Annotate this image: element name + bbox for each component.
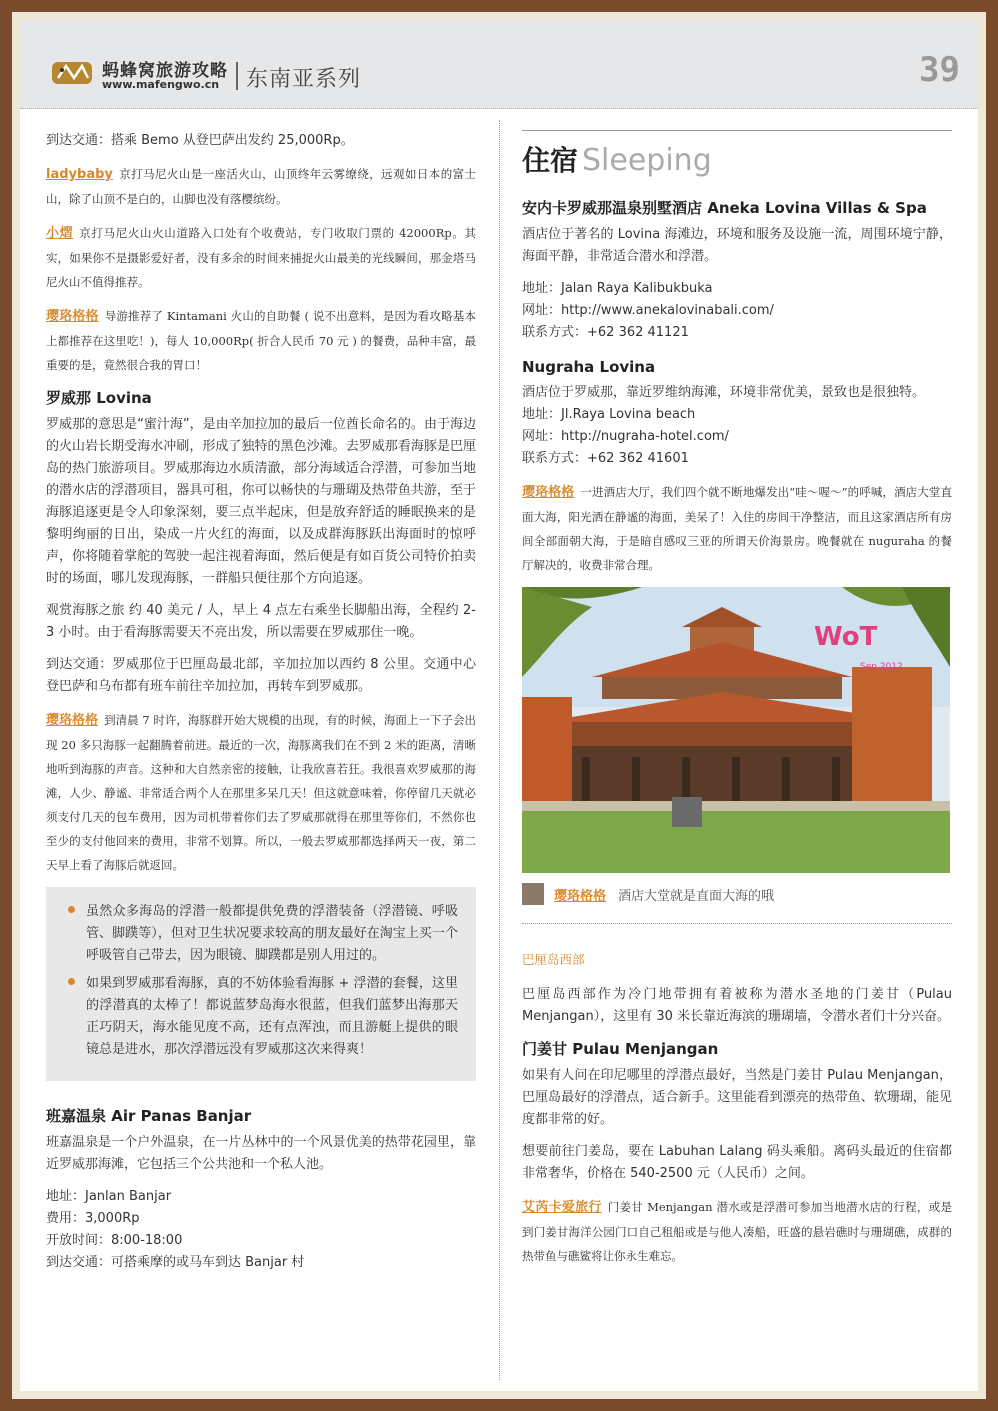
transport-text: 到达交通：搭乘 Bemo 从登巴萨出发约 25,000Rp。 — [46, 133, 354, 148]
photo-watermark-date: Sep.2012 — [860, 662, 903, 672]
lovina-heading: 罗威那 Lovina — [46, 389, 152, 407]
brand-name: 蚂蜂窝旅游攻略 — [102, 61, 228, 81]
photo-caption — [522, 883, 952, 905]
series-title: 东南亚系列 — [246, 67, 362, 92]
traveler-note — [522, 1195, 952, 1268]
menjangan-description: 如果有人问在印尼哪里的浮潜点最好，当然是门姜甘 Pulau Menjangan，巴厘岛最好的浮潜点，适合新手。这里能看到漂亮的热带鱼、软珊瑚，能见度都非常的好。 — [522, 1068, 952, 1127]
traveler-note — [46, 221, 476, 294]
menjangan-access: 想要前往门姜岛，要在 Labuhan Lalang 码头乘船。离码头最近的住宿都非常奢华，价格在 540-2500 元（人民币）之间。 — [522, 1144, 952, 1181]
header-divider — [236, 62, 238, 90]
hotel-phone: 联系方式：+62 362 41121 — [522, 325, 689, 340]
traveler-note — [46, 304, 476, 377]
lovina-transport-text: 到达交通：罗威那位于巴厘岛最北部，辛加拉加以西约 8 公里。交通中心登巴萨和乌布都有班车前往辛加拉加，再转车到罗威那。 — [46, 657, 476, 694]
region-description: 巴厘岛西部作为冷门地带拥有着被称为潜水圣地的门姜甘（Pulau Menjangan），这里有 30 米长靠近海滨的珊瑚墙，令潜水者们十分兴奋。 — [522, 987, 952, 1024]
hotel-address: 地址：Jl.Raya Lovina beach — [522, 407, 696, 422]
hot-spring-description: 班嘉温泉是一个户外温泉，在一片丛林中的一个风景优美的热带花园里，靠近罗威那海滩，它包括三个公共池和一个私人池。 — [46, 1135, 476, 1172]
section-title-cn: 住宿 — [522, 144, 579, 177]
note-author[interactable]: 璎珞格格 — [46, 309, 99, 324]
hotel-heading: Nugraha Lovina — [522, 358, 656, 376]
traveler-note — [46, 708, 476, 877]
note-text: 京打马尼火山是一座活火山，山顶终年云雾缭绕，远观如日本的富士山，除了山顶不是白的，山脚也没有落樱缤纷。 — [46, 167, 476, 206]
note-text: 导游推荐了 Kintamani 火山的自助餐 ( 说不出意料，是因为看攻略基本上都推荐在这里吃！)，每人 10,000Rp( 折合人民币 70 元 ) 的餐费，品种丰富，最重要的是，竟然很合我的胃口！ — [46, 309, 476, 372]
hotel-phone: 联系方式：+62 362 41601 — [522, 451, 689, 466]
note-text: 一进酒店大厅，我们四个就不断地爆发出“哇～喔～”的呼喊，酒店大堂直面大海，阳光洒在静谧的海面，美呆了！入住的房间干净整洁，而且这家酒店所有房间全部面朝大海，于是暗自感叹三亚的所谓天价海景房。晚餐就在 nuguraha 的餐厅解决的，收费非常合理。 — [522, 485, 952, 572]
hotel-address: 地址：Jalan Raya Kalibukbuka — [522, 281, 713, 296]
tip-item — [68, 901, 458, 967]
hot-spring-hours: 开放时间：8:00-18:00 — [46, 1233, 183, 1248]
traveler-note — [46, 162, 476, 211]
caption-author[interactable]: 璎珞格格 — [554, 888, 607, 904]
tip-text: 如果到罗威那看海豚，真的不妨体验看海豚 + 浮潜的套餐，这里的浮潜真的太棒了！都说蓝梦岛海水很蓝，但我们蓝梦出海那天正巧阴天，海水能见度不高，还有点浑浊，而且游艇上提供的眼镜总是进水，那次浮潜远没有罗威那这次来得爽！ — [86, 976, 458, 1057]
note-author[interactable]: ladybaby — [46, 167, 113, 182]
right-column — [522, 130, 952, 1278]
hotel-website[interactable]: 网址：http://nugraha-hotel.com/ — [522, 429, 729, 444]
hotel-heading: 安内卡罗威那温泉别墅酒店 Aneka Lovina Villas & Spa — [522, 199, 927, 217]
page — [20, 20, 978, 1391]
left-column — [46, 130, 476, 1274]
note-author[interactable]: 璎珞格格 — [46, 713, 99, 728]
section-divider — [522, 923, 952, 924]
traveler-note — [522, 480, 952, 577]
note-author[interactable]: 璎珞格格 — [522, 485, 575, 500]
hot-spring-transport: 到达交通：可搭乘摩的或马车到达 Banjar 村 — [46, 1255, 305, 1270]
page-frame — [12, 12, 986, 1399]
hot-spring-fee: 费用：3,000Rp — [46, 1211, 140, 1226]
note-text: 京打马尼火山火山道路入口处有个收费站，专门收取门票的 42000Rp。其实，如果你不是摄影爱好者，没有多余的时间来捕捉火山最美的光线瞬间，那金塔马尼火山不值得推荐。 — [46, 226, 476, 289]
brand-url: www.mafengwo.cn — [102, 78, 220, 91]
region-label: 巴厘岛西部 — [522, 952, 585, 967]
dolphin-tour-text: 观赏海豚之旅 约 40 美元 / 人，早上 4 点左右乘坐长脚船出海，全程约 2-3 小时。由于看海豚需要天不亮出发，所以需要在罗威那住一晚。 — [46, 603, 476, 640]
bullet-icon — [68, 906, 75, 913]
lovina-description: 罗威那的意思是“蜜汁海”，是由辛加拉加的最后一位酋长命名的。由于海边的火山岩长期受海水冲刷，形成了独特的黑色沙滩。去罗威那看海豚是巴厘岛的热门旅游项目。罗威那海边水质清澈，部分海域适合浮潜，可参加当地的潜水店的浮潜项目，器具可租，你可以畅快的与珊瑚及热带鱼共游，至于海豚追逐更是令人印象深刻，要三点半起床，但是放弃舒适的睡眠换来的是黎明绚丽的日出，染成一片火红的海面，以及成群海豚跃出海面时的惊呼声，你将随着掌舵的驾驶一起注视着海面，然后便是有如百货公司特价拍卖时的场面，哪儿发现海豚，一群船只便往那个方向追逐。 — [46, 417, 476, 586]
note-text: 门姜甘 Menjangan 潜水或是浮潜可参加当地潜水店的行程，或是到门姜甘海洋公园门口自己租船或是与他人凑船，旺盛的悬岩礁时与珊瑚礁，成群的热带鱼与礁鲨将让你永生难忘。 — [522, 1200, 952, 1263]
photo-watermark: WoT — [814, 622, 878, 652]
avatar — [522, 883, 544, 905]
note-author[interactable]: 小熠 — [46, 226, 74, 241]
tips-box — [46, 887, 476, 1081]
hot-spring-heading: 班嘉温泉 Air Panas Banjar — [46, 1107, 252, 1125]
hotel-description: 酒店位于罗威那，靠近罗维纳海滩，环境非常优美，景致也是很独特。 — [522, 385, 926, 400]
page-number: 39 — [919, 50, 960, 90]
caption-text: 酒店大堂就是直面大海的哦 — [618, 888, 775, 904]
section-title — [522, 130, 952, 179]
hot-spring-address: 地址：Janlan Banjar — [46, 1189, 172, 1204]
note-author[interactable]: 艾芮卡爱旅行 — [522, 1200, 602, 1215]
bullet-icon — [68, 978, 75, 985]
tip-text: 虽然众多海岛的浮潜一般都提供免费的浮潜装备（浮潜镜、呼吸管、脚蹼等），但对卫生状况要求较高的朋友最好在淘宝上买一个呼吸管自己带去，因为眼镜、脚蹼都是别人用过的。 — [86, 904, 458, 963]
menjangan-heading: 门姜甘 Pulau Menjangan — [522, 1040, 719, 1058]
note-text: 到清晨 7 时许，海豚群开始大规模的出现，有的时候，海面上一下子会出现 20 多只海豚一起翻腾着前进。最近的一次，海豚离我们在不到 2 米的距离，清晰地听到海豚的声音。这种和大自然亲密的接触，让我欣喜若狂。我很喜欢罗威那的海滩，人少、静谧、非常适合两个人在那里多呆几天！但这就意味着，你停留几天就必须支付几天的包车费用，因为司机带着你们去了罗威那就得在那里等你们，不然你也至少的支付他回来的费用，非常不划算。所以，一般去罗威那都选择两天一夜，第二天早上看了海豚后就返回。 — [46, 713, 476, 872]
page-header — [20, 20, 978, 109]
column-divider — [499, 120, 500, 1380]
hotel-lobby-photo — [522, 587, 950, 873]
section-title-en: Sleeping — [582, 143, 712, 178]
hotel-description: 酒店位于著名的 Lovina 海滩边，环境和服务及设施一流，周围环境宁静，海面平静，非常适合潜水和浮潜。 — [522, 227, 952, 264]
bee-logo-icon — [48, 58, 96, 88]
tip-item — [68, 973, 458, 1061]
hotel-website[interactable]: 网址：http://www.anekalovinabali.com/ — [522, 303, 774, 318]
